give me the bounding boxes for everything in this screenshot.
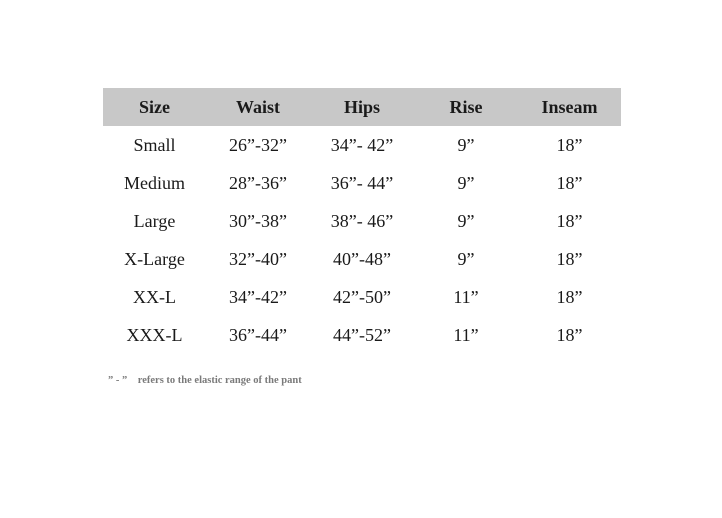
- cell-rise: 11”: [453, 324, 479, 345]
- footnote-symbol: ” - ”: [108, 375, 128, 386]
- cell-waist: 36”-44”: [229, 324, 287, 345]
- header-waist: Waist: [235, 96, 280, 117]
- cell-inseam: 18”: [556, 324, 583, 345]
- cell-rise: 9”: [457, 248, 475, 269]
- cell-hips: 40”-48”: [333, 248, 391, 269]
- table-header: [103, 88, 621, 126]
- cell-hips: 36”- 44”: [330, 172, 394, 193]
- header-row: [103, 88, 621, 126]
- table-row: [103, 202, 621, 240]
- footnote-text: refers to the elastic range of the pant: [137, 375, 302, 386]
- cell-inseam: 18”: [556, 248, 583, 269]
- cell-rise: 9”: [457, 134, 475, 155]
- header-inseam: Inseam: [541, 96, 598, 117]
- cell-waist: 28”-36”: [229, 172, 287, 193]
- cell-rise: 9”: [457, 210, 475, 231]
- table-body: [103, 126, 621, 354]
- cell-rise: 9”: [457, 172, 475, 193]
- cell-inseam: 18”: [556, 286, 583, 307]
- cell-size: Medium: [124, 172, 185, 193]
- cell-hips: 44”-52”: [333, 324, 391, 345]
- cell-hips: 38”- 46”: [330, 210, 394, 231]
- table-row: [103, 164, 621, 202]
- table-row: [103, 126, 621, 164]
- cell-waist: 26”-32”: [229, 134, 287, 155]
- header-size: Size: [139, 96, 170, 117]
- cell-inseam: 18”: [556, 134, 583, 155]
- cell-size: Large: [133, 210, 176, 231]
- header-rise: Rise: [449, 96, 483, 117]
- cell-size: XX-L: [133, 286, 176, 307]
- table-row: [103, 240, 621, 278]
- table-row: [103, 278, 621, 316]
- cell-rise: 11”: [453, 286, 479, 307]
- footnote: [108, 375, 302, 386]
- cell-waist: 34”-42”: [229, 286, 287, 307]
- cell-waist: 30”-38”: [229, 210, 287, 231]
- cell-size: X-Large: [124, 248, 185, 269]
- cell-hips: 34”- 42”: [330, 134, 394, 155]
- cell-inseam: 18”: [556, 172, 583, 193]
- cell-inseam: 18”: [556, 210, 583, 231]
- cell-size: XXX-L: [126, 324, 183, 345]
- table-row: [103, 316, 621, 354]
- cell-hips: 42”-50”: [333, 286, 391, 307]
- size-chart-table: [103, 88, 621, 354]
- header-hips: Hips: [343, 96, 381, 117]
- cell-waist: 32”-40”: [229, 248, 287, 269]
- cell-size: Small: [133, 134, 176, 155]
